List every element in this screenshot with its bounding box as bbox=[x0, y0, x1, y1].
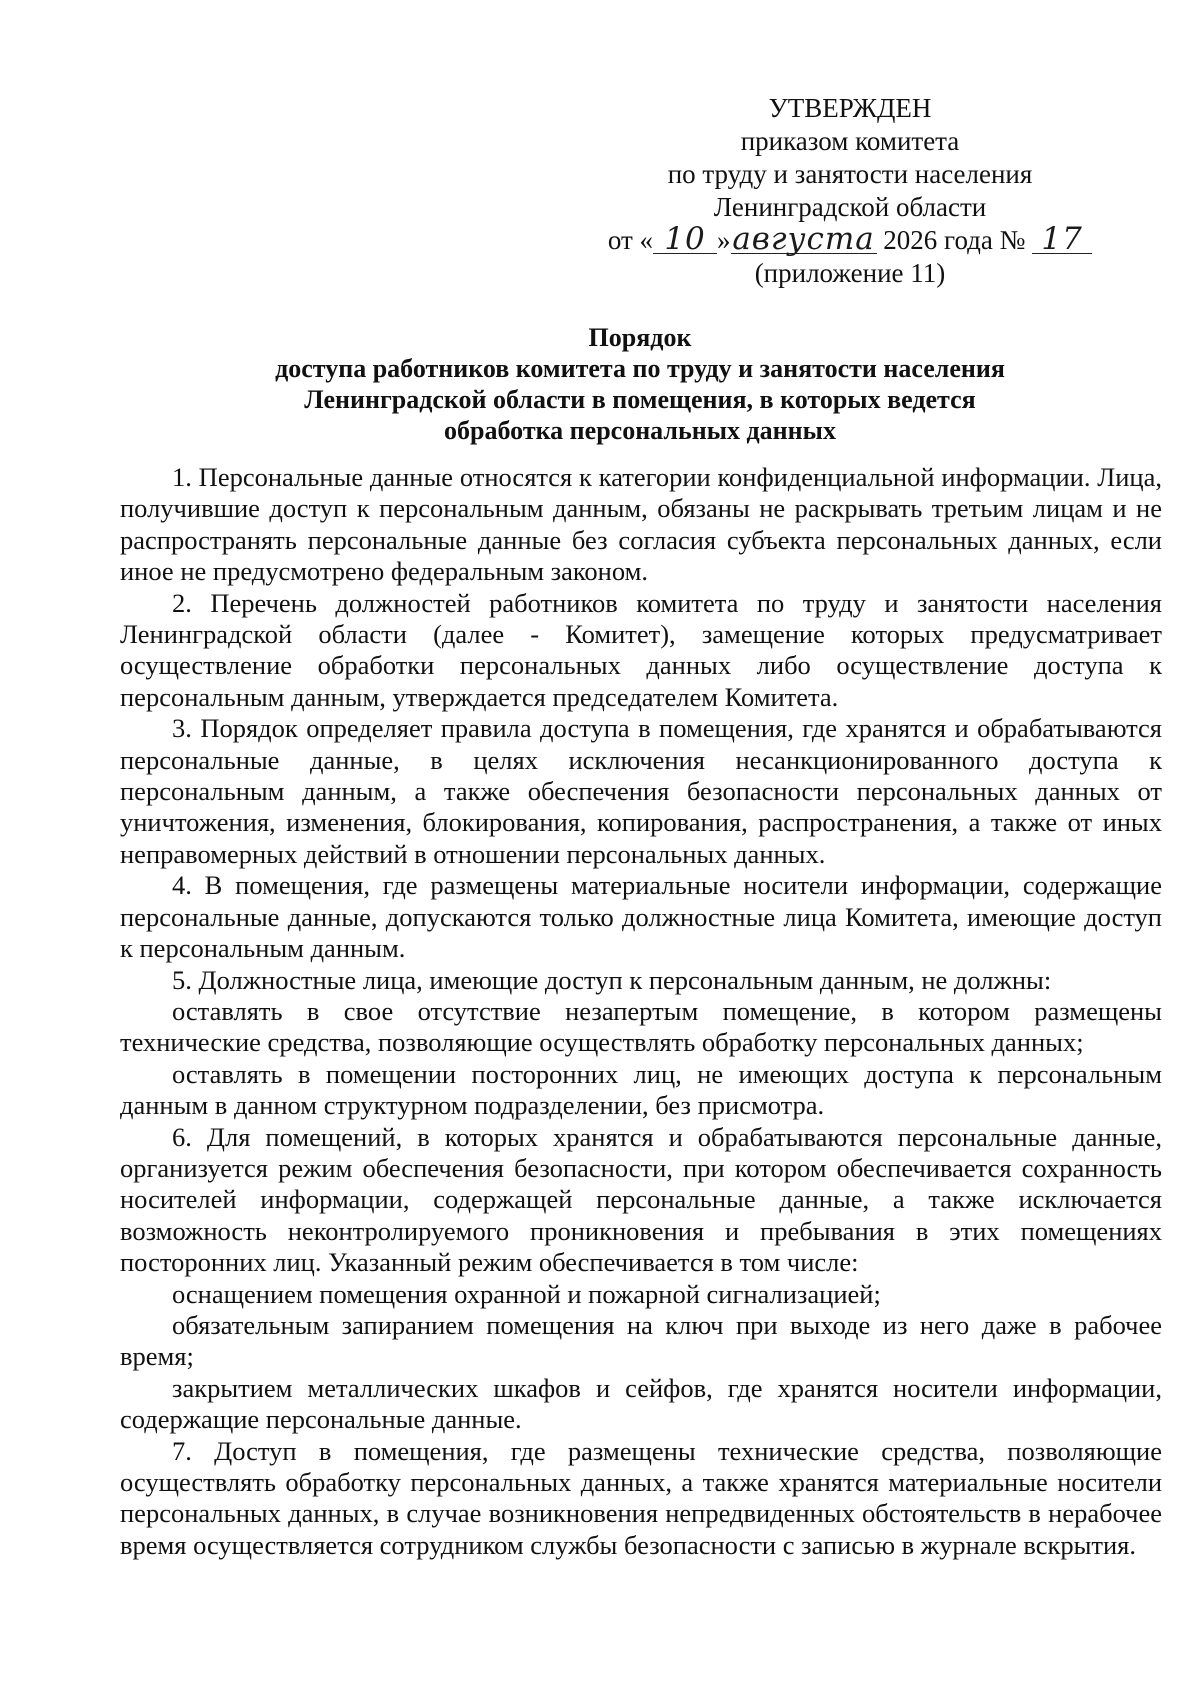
paragraph-1: 1. Персональные данные относятся к категории конфиденциальной информации. Лица, получившие доступ к персональным данным, обязаны не раскрывать третьим лицам и не распространять персональные данные без согласия субъекта персональных данных, если иное не предусмотрено федеральным законом. bbox=[120, 462, 1162, 587]
approval-line-order: приказом комитета bbox=[740, 126, 960, 156]
document-title bbox=[120, 322, 1160, 446]
paragraph-5: 5. Должностные лица, имеющие доступ к персональным данным, не должны: bbox=[172, 964, 1052, 995]
document-body bbox=[120, 462, 1162, 1561]
paragraph-6-item-3: закрытием металлических шкафов и сейфов, где хранятся носители информации, содержащие персональные данные. bbox=[120, 1372, 1162, 1435]
title-line-3: Ленинградской области в помещения, в которых ведется bbox=[304, 385, 976, 414]
date-mid: » bbox=[717, 225, 731, 255]
paragraph-6-item-1: оснащением помещения охранной и пожарной сигнализацией; bbox=[172, 1278, 881, 1309]
approval-date-line bbox=[600, 221, 1100, 257]
paragraph-4: 4. В помещения, где размещены материальные носители информации, содержащие персональные данные, допускаются только должностные лица Комитета, имеющие доступ к персональным данным. bbox=[120, 870, 1162, 964]
paragraph-3: 3. Порядок определяет правила доступа в помещения, где хранятся и обрабатываются персональные данные, в целях исключения несанкционированного доступа к персональным данным, а также обеспечения безопасности персональных данных от уничтожения, изменения, блокирования, копирования, распространения, а также от иных неправомерных действий в отношении персональных данных. bbox=[120, 713, 1162, 869]
approval-appendix: (приложение 11) bbox=[754, 258, 946, 288]
paragraph-6-item-2: обязательным запиранием помещения на ключ при выходе из него даже в рабочее время; bbox=[120, 1309, 1162, 1372]
approval-heading: УТВЕРЖДЕН bbox=[768, 93, 932, 123]
paragraph-6: 6. Для помещений, в которых хранятся и обрабатываются персональные данные, организуется режим обеспечения безопасности, при котором обеспечивается сохранность носителей информации, содержащей персональные данные, а также исключается возможность неконтролируемого проникновения и пребывания в этих помещениях посторонних лиц. Указанный режим обеспечивается в том числе: bbox=[120, 1121, 1162, 1278]
approval-line-committee: по труду и занятости населения bbox=[667, 159, 1033, 189]
paragraph-2: 2. Перечень должностей работников комитета по труду и занятости населения Ленинградской области (далее - Комитет), замещение которых предусматривает осуществление обработки персональных данных либо осуществление доступа к персональным данным, утверждается председателем Комитета. bbox=[120, 587, 1162, 712]
handwritten-order-number: 17 bbox=[1032, 225, 1092, 254]
title-line-2: доступа работников комитета по труду и занятости населения bbox=[275, 354, 1005, 383]
handwritten-day: 10 bbox=[653, 225, 717, 254]
title-line-1: Порядок bbox=[588, 323, 692, 352]
paragraph-5-item-1: оставлять в свое отсутствие незапертым помещение, в котором размещены технические средства, позволяющие осуществлять обработку персональных данных; bbox=[120, 995, 1162, 1058]
date-year: 2026 года № bbox=[883, 225, 1026, 255]
paragraph-5-item-2: оставлять в помещении посторонних лиц, не имеющих доступа к персональным данным в данном структурном подразделении, без присмотра. bbox=[120, 1058, 1162, 1121]
approval-stamp-block bbox=[600, 92, 1100, 290]
paragraph-7: 7. Доступ в помещения, где размещены технические средства, позволяющие осуществлять обработку персональных данных, а также хранятся материальные носители персональных данных, в случае возникновения непредвиденных обстоятельств в нерабочее время осуществляется сотрудником службы безопасности с записью в журнале вскрытия. bbox=[120, 1435, 1162, 1560]
approval-line-region: Ленинградской области bbox=[713, 192, 987, 222]
date-prefix: от « bbox=[607, 225, 654, 255]
title-line-4: обработка персональных данных bbox=[444, 416, 836, 445]
handwritten-month: августа bbox=[732, 221, 875, 257]
